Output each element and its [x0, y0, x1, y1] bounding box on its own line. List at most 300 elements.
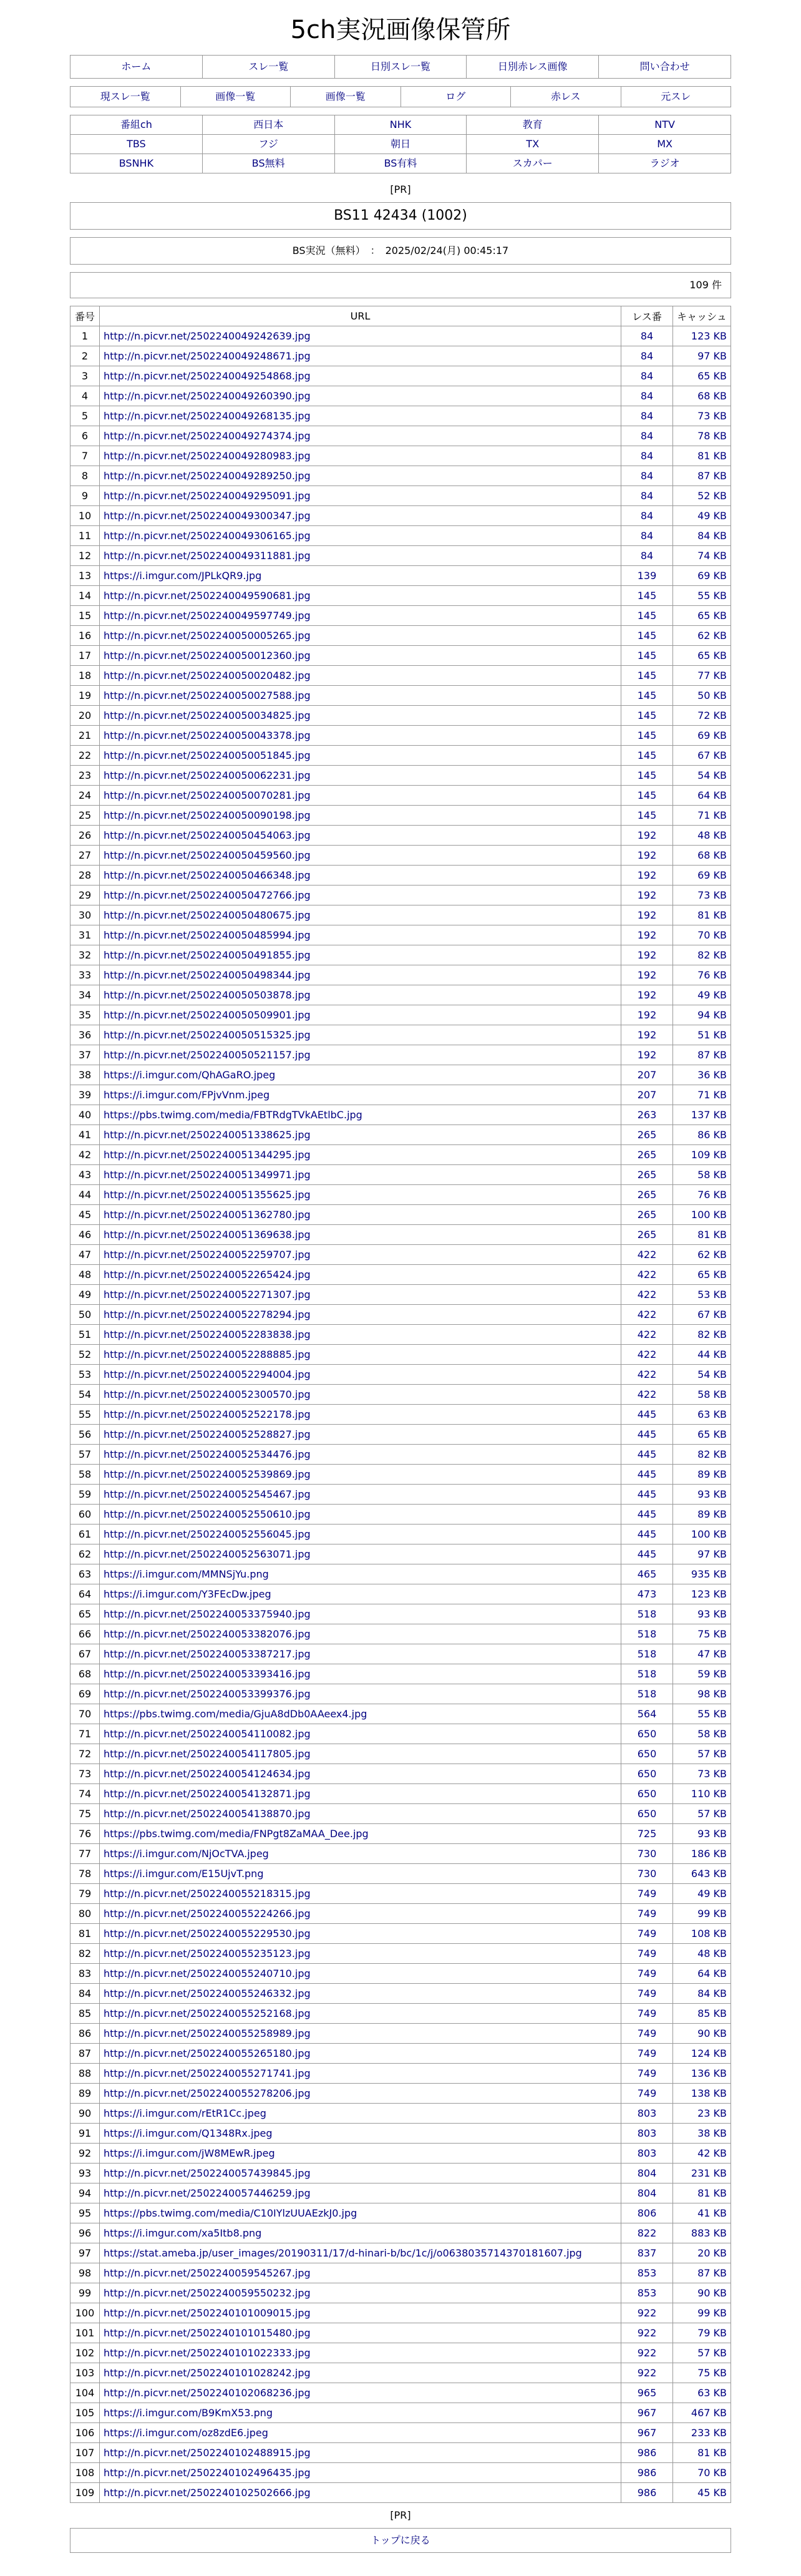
- row-res-number[interactable]: 650: [621, 1724, 673, 1744]
- row-res-number[interactable]: 473: [621, 1584, 673, 1604]
- row-res-number[interactable]: 422: [621, 1325, 673, 1345]
- row-res-number[interactable]: 265: [621, 1145, 673, 1165]
- row-res-number[interactable]: 84: [621, 466, 673, 486]
- image-url-link[interactable]: http://n.picvr.net/2502240051355625.jpg: [104, 1189, 311, 1201]
- channel-link[interactable]: フジ: [203, 135, 335, 154]
- row-cache-size[interactable]: 87 KB: [673, 1045, 731, 1065]
- row-res-number[interactable]: 145: [621, 746, 673, 766]
- channel-link[interactable]: TBS: [70, 135, 203, 154]
- image-url-link[interactable]: http://n.picvr.net/2502240102488915.jpg: [104, 2447, 311, 2459]
- image-url-link[interactable]: http://n.picvr.net/2502240051344295.jpg: [104, 1149, 311, 1161]
- image-url-link[interactable]: http://n.picvr.net/2502240050005265.jpg: [104, 630, 311, 642]
- row-res-number[interactable]: 853: [621, 2283, 673, 2303]
- nav-daily-red-images[interactable]: 日別赤レス画像: [467, 56, 599, 78]
- row-res-number[interactable]: 445: [621, 1445, 673, 1465]
- image-url-link[interactable]: https://i.imgur.com/NjOcTVA.jpeg: [104, 1848, 269, 1860]
- row-res-number[interactable]: 422: [621, 1365, 673, 1385]
- image-url-link[interactable]: http://n.picvr.net/2502240102502666.jpg: [104, 2487, 311, 2499]
- row-cache-size[interactable]: 81 KB: [673, 446, 731, 466]
- row-cache-size[interactable]: 935 KB: [673, 1564, 731, 1584]
- row-cache-size[interactable]: 84 KB: [673, 526, 731, 546]
- subnav-original-thread[interactable]: 元スレ: [661, 90, 691, 102]
- row-cache-size[interactable]: 76 KB: [673, 965, 731, 985]
- row-res-number[interactable]: 145: [621, 806, 673, 826]
- subnav-current-threads[interactable]: 現スレ一覧: [70, 87, 181, 107]
- row-cache-size[interactable]: 75 KB: [673, 2363, 731, 2383]
- row-res-number[interactable]: 84: [621, 386, 673, 406]
- row-res-number[interactable]: 84: [621, 366, 673, 386]
- image-url-link[interactable]: https://pbs.twimg.com/media/GjuA8dDb0AAeex4.jpg: [104, 1708, 367, 1720]
- row-cache-size[interactable]: 41 KB: [673, 2203, 731, 2223]
- row-cache-size[interactable]: 123 KB: [673, 1584, 731, 1604]
- image-url-link[interactable]: http://n.picvr.net/2502240050090198.jpg: [104, 809, 311, 821]
- row-res-number[interactable]: 84: [621, 446, 673, 466]
- row-cache-size[interactable]: 108 KB: [673, 1924, 731, 1944]
- image-url-link[interactable]: http://n.picvr.net/2502240050070281.jpg: [104, 789, 311, 801]
- image-url-link[interactable]: http://n.picvr.net/2502240049274374.jpg: [104, 430, 311, 442]
- row-cache-size[interactable]: 52 KB: [673, 486, 731, 506]
- image-url-link[interactable]: https://i.imgur.com/QhAGaRO.jpeg: [104, 1069, 276, 1081]
- image-url-link[interactable]: https://i.imgur.com/JPLkQR9.jpg: [104, 570, 262, 582]
- image-url-link[interactable]: http://n.picvr.net/2502240055252168.jpg: [104, 2008, 311, 2019]
- row-res-number[interactable]: 986: [621, 2443, 673, 2463]
- image-url-link[interactable]: http://n.picvr.net/2502240049300347.jpg: [104, 510, 311, 522]
- row-cache-size[interactable]: 55 KB: [673, 1704, 731, 1724]
- image-url-link[interactable]: http://n.picvr.net/2502240055258989.jpg: [104, 2027, 311, 2039]
- row-cache-size[interactable]: 72 KB: [673, 706, 731, 726]
- image-url-link[interactable]: http://n.picvr.net/2502240101009015.jpg: [104, 2307, 311, 2319]
- image-url-link[interactable]: http://n.picvr.net/2502240102068236.jpg: [104, 2387, 311, 2399]
- image-url-link[interactable]: http://n.picvr.net/2502240101028242.jpg: [104, 2367, 311, 2379]
- row-cache-size[interactable]: 50 KB: [673, 686, 731, 706]
- row-cache-size[interactable]: 64 KB: [673, 1964, 731, 1984]
- image-url-link[interactable]: http://n.picvr.net/2502240050472766.jpg: [104, 889, 311, 901]
- image-url-link[interactable]: http://n.picvr.net/2502240059545267.jpg: [104, 2267, 311, 2279]
- image-url-link[interactable]: http://n.picvr.net/2502240049260390.jpg: [104, 390, 311, 402]
- row-cache-size[interactable]: 63 KB: [673, 2383, 731, 2403]
- image-url-link[interactable]: http://n.picvr.net/2502240054110082.jpg: [104, 1728, 311, 1740]
- row-cache-size[interactable]: 137 KB: [673, 1105, 731, 1125]
- row-cache-size[interactable]: 84 KB: [673, 1984, 731, 2004]
- image-url-link[interactable]: http://n.picvr.net/2502240049242639.jpg: [104, 330, 311, 342]
- row-cache-size[interactable]: 123 KB: [673, 326, 731, 346]
- image-url-link[interactable]: http://n.picvr.net/2502240050498344.jpg: [104, 969, 311, 981]
- row-res-number[interactable]: 518: [621, 1684, 673, 1704]
- channel-link[interactable]: 番組ch: [70, 115, 203, 134]
- row-cache-size[interactable]: 68 KB: [673, 846, 731, 866]
- subnav-red-res[interactable]: 赤レス: [511, 87, 621, 107]
- image-url-link[interactable]: http://n.picvr.net/2502240055246332.jpg: [104, 1988, 311, 1999]
- row-res-number[interactable]: 139: [621, 566, 673, 586]
- row-res-number[interactable]: 145: [621, 666, 673, 686]
- row-cache-size[interactable]: 65 KB: [673, 1265, 731, 1285]
- image-url-link[interactable]: http://n.picvr.net/2502240049248671.jpg: [104, 350, 311, 362]
- row-cache-size[interactable]: 67 KB: [673, 746, 731, 766]
- row-cache-size[interactable]: 69 KB: [673, 866, 731, 886]
- row-res-number[interactable]: 445: [621, 1465, 673, 1485]
- row-res-number[interactable]: 465: [621, 1564, 673, 1584]
- image-url-link[interactable]: https://i.imgur.com/FPjvVnm.jpeg: [104, 1089, 270, 1101]
- row-res-number[interactable]: 192: [621, 826, 673, 846]
- channel-link[interactable]: BS無料: [203, 154, 335, 173]
- image-url-link[interactable]: http://n.picvr.net/2502240050454063.jpg: [104, 829, 311, 841]
- row-cache-size[interactable]: 89 KB: [673, 1505, 731, 1525]
- subnav-image-list-2[interactable]: 画像一覧: [291, 87, 401, 107]
- row-cache-size[interactable]: 45 KB: [673, 2483, 731, 2503]
- row-cache-size[interactable]: 36 KB: [673, 1065, 731, 1085]
- row-res-number[interactable]: 804: [621, 2183, 673, 2203]
- row-res-number[interactable]: 422: [621, 1345, 673, 1365]
- row-cache-size[interactable]: 93 KB: [673, 1824, 731, 1844]
- row-res-number[interactable]: 145: [621, 626, 673, 646]
- row-cache-size[interactable]: 99 KB: [673, 1904, 731, 1924]
- row-cache-size[interactable]: 82 KB: [673, 945, 731, 965]
- row-res-number[interactable]: 650: [621, 1804, 673, 1824]
- row-cache-size[interactable]: 65 KB: [673, 606, 731, 626]
- image-url-link[interactable]: https://i.imgur.com/jW8MEwR.jpeg: [104, 2147, 275, 2159]
- image-url-link[interactable]: http://n.picvr.net/2502240057446259.jpg: [104, 2187, 311, 2199]
- channel-link[interactable]: 教育: [467, 115, 599, 134]
- row-cache-size[interactable]: 48 KB: [673, 826, 731, 846]
- row-res-number[interactable]: 265: [621, 1185, 673, 1205]
- row-res-number[interactable]: 749: [621, 1944, 673, 1964]
- image-url-link[interactable]: http://n.picvr.net/2502240052550610.jpg: [104, 1508, 311, 1520]
- row-cache-size[interactable]: 98 KB: [673, 1684, 731, 1704]
- image-url-link[interactable]: http://n.picvr.net/2502240050485994.jpg: [104, 929, 311, 941]
- row-res-number[interactable]: 986: [621, 2483, 673, 2503]
- row-cache-size[interactable]: 110 KB: [673, 1784, 731, 1804]
- image-url-link[interactable]: http://n.picvr.net/2502240052539869.jpg: [104, 1468, 311, 1480]
- row-res-number[interactable]: 749: [621, 2084, 673, 2104]
- row-res-number[interactable]: 730: [621, 1844, 673, 1864]
- row-res-number[interactable]: 518: [621, 1624, 673, 1644]
- row-res-number[interactable]: 192: [621, 985, 673, 1005]
- channel-link[interactable]: 朝日: [335, 135, 467, 154]
- row-res-number[interactable]: 422: [621, 1285, 673, 1305]
- row-res-number[interactable]: 986: [621, 2463, 673, 2483]
- row-res-number[interactable]: 445: [621, 1544, 673, 1564]
- row-res-number[interactable]: 145: [621, 766, 673, 786]
- row-res-number[interactable]: 263: [621, 1105, 673, 1125]
- row-res-number[interactable]: 84: [621, 346, 673, 366]
- row-res-number[interactable]: 192: [621, 1005, 673, 1025]
- row-res-number[interactable]: 192: [621, 965, 673, 985]
- row-cache-size[interactable]: 63 KB: [673, 1405, 731, 1425]
- row-cache-size[interactable]: 73 KB: [673, 1764, 731, 1784]
- row-res-number[interactable]: 422: [621, 1245, 673, 1265]
- image-url-link[interactable]: http://n.picvr.net/2502240052259707.jpg: [104, 1249, 311, 1261]
- row-cache-size[interactable]: 65 KB: [673, 366, 731, 386]
- row-cache-size[interactable]: 64 KB: [673, 786, 731, 806]
- image-url-link[interactable]: https://i.imgur.com/xa5Itb8.png: [104, 2227, 262, 2239]
- channel-link[interactable]: ラジオ: [649, 157, 680, 169]
- row-res-number[interactable]: 84: [621, 546, 673, 566]
- image-url-link[interactable]: https://i.imgur.com/oz8zdE6.jpeg: [104, 2427, 268, 2439]
- image-url-link[interactable]: http://n.picvr.net/2502240053399376.jpg: [104, 1688, 311, 1700]
- row-cache-size[interactable]: 48 KB: [673, 1944, 731, 1964]
- row-cache-size[interactable]: 82 KB: [673, 1445, 731, 1465]
- row-cache-size[interactable]: 49 KB: [673, 1884, 731, 1904]
- row-res-number[interactable]: 145: [621, 586, 673, 606]
- image-url-link[interactable]: http://n.picvr.net/2502240051338625.jpg: [104, 1129, 311, 1141]
- row-cache-size[interactable]: 44 KB: [673, 1345, 731, 1365]
- row-cache-size[interactable]: 467 KB: [673, 2403, 731, 2423]
- image-url-link[interactable]: https://i.imgur.com/MMNSjYu.png: [104, 1568, 269, 1580]
- image-url-link[interactable]: https://pbs.twimg.com/media/C10IYlzUUAEzkJ0.jpg: [104, 2207, 357, 2219]
- row-cache-size[interactable]: 99 KB: [673, 2303, 731, 2323]
- row-cache-size[interactable]: 20 KB: [673, 2243, 731, 2263]
- image-url-link[interactable]: http://n.picvr.net/2502240052271307.jpg: [104, 1289, 311, 1300]
- row-res-number[interactable]: 650: [621, 1764, 673, 1784]
- image-url-link[interactable]: http://n.picvr.net/2502240049306165.jpg: [104, 530, 311, 542]
- channel-link[interactable]: NHK: [335, 115, 467, 134]
- row-res-number[interactable]: 84: [621, 486, 673, 506]
- row-res-number[interactable]: 922: [621, 2303, 673, 2323]
- image-url-link[interactable]: http://n.picvr.net/2502240055271741.jpg: [104, 2067, 311, 2079]
- row-res-number[interactable]: 967: [621, 2423, 673, 2443]
- nav-thread-list[interactable]: スレ一覧: [203, 56, 335, 78]
- row-cache-size[interactable]: 69 KB: [673, 566, 731, 586]
- row-res-number[interactable]: 422: [621, 1305, 673, 1325]
- image-url-link[interactable]: http://n.picvr.net/2502240049268135.jpg: [104, 410, 311, 422]
- row-res-number[interactable]: 965: [621, 2383, 673, 2403]
- row-res-number[interactable]: 207: [621, 1065, 673, 1085]
- image-url-link[interactable]: http://n.picvr.net/2502240049590681.jpg: [104, 590, 311, 602]
- image-url-link[interactable]: http://n.picvr.net/2502240055240710.jpg: [104, 1968, 311, 1979]
- image-url-link[interactable]: https://pbs.twimg.com/media/FBTRdgTVkAEtlbC.jpg: [104, 1109, 362, 1121]
- row-res-number[interactable]: 749: [621, 1924, 673, 1944]
- image-url-link[interactable]: http://n.picvr.net/2502240051369638.jpg: [104, 1229, 311, 1241]
- image-url-link[interactable]: https://i.imgur.com/Q1348Rx.jpeg: [104, 2127, 273, 2139]
- row-cache-size[interactable]: 73 KB: [673, 886, 731, 905]
- row-res-number[interactable]: 145: [621, 686, 673, 706]
- image-url-link[interactable]: http://n.picvr.net/2502240050491855.jpg: [104, 949, 311, 961]
- row-res-number[interactable]: 192: [621, 925, 673, 945]
- row-res-number[interactable]: 265: [621, 1125, 673, 1145]
- row-cache-size[interactable]: 58 KB: [673, 1724, 731, 1744]
- row-cache-size[interactable]: 77 KB: [673, 666, 731, 686]
- row-res-number[interactable]: 922: [621, 2343, 673, 2363]
- row-cache-size[interactable]: 76 KB: [673, 1185, 731, 1205]
- row-cache-size[interactable]: 67 KB: [673, 1305, 731, 1325]
- row-cache-size[interactable]: 62 KB: [673, 1245, 731, 1265]
- image-url-link[interactable]: http://n.picvr.net/2502240051349971.jpg: [104, 1169, 311, 1181]
- row-cache-size[interactable]: 82 KB: [673, 1325, 731, 1345]
- row-cache-size[interactable]: 124 KB: [673, 2044, 731, 2064]
- image-url-link[interactable]: https://pbs.twimg.com/media/FNPgt8ZaMAA_Dee.jpg: [104, 1828, 369, 1840]
- nav-contact[interactable]: 問い合わせ: [639, 61, 690, 72]
- subnav-log[interactable]: ログ: [401, 87, 512, 107]
- row-res-number[interactable]: 445: [621, 1405, 673, 1425]
- row-res-number[interactable]: 265: [621, 1165, 673, 1185]
- image-url-link[interactable]: http://n.picvr.net/2502240057439845.jpg: [104, 2167, 311, 2179]
- image-url-link[interactable]: http://n.picvr.net/2502240055224266.jpg: [104, 1908, 311, 1920]
- row-cache-size[interactable]: 93 KB: [673, 1604, 731, 1624]
- row-cache-size[interactable]: 93 KB: [673, 1485, 731, 1505]
- row-res-number[interactable]: 145: [621, 706, 673, 726]
- row-cache-size[interactable]: 54 KB: [673, 766, 731, 786]
- row-res-number[interactable]: 84: [621, 526, 673, 546]
- row-res-number[interactable]: 192: [621, 945, 673, 965]
- row-cache-size[interactable]: 71 KB: [673, 1085, 731, 1105]
- image-url-link[interactable]: http://n.picvr.net/2502240055235123.jpg: [104, 1948, 311, 1959]
- row-cache-size[interactable]: 233 KB: [673, 2423, 731, 2443]
- row-cache-size[interactable]: 57 KB: [673, 2343, 731, 2363]
- row-res-number[interactable]: 265: [621, 1225, 673, 1245]
- image-url-link[interactable]: http://n.picvr.net/2502240101022333.jpg: [104, 2347, 311, 2359]
- row-res-number[interactable]: 192: [621, 846, 673, 866]
- image-url-link[interactable]: http://n.picvr.net/2502240050043378.jpg: [104, 729, 311, 741]
- image-url-link[interactable]: http://n.picvr.net/2502240052278294.jpg: [104, 1309, 311, 1320]
- image-url-link[interactable]: http://n.picvr.net/2502240049289250.jpg: [104, 470, 311, 482]
- row-res-number[interactable]: 422: [621, 1265, 673, 1285]
- image-url-link[interactable]: http://n.picvr.net/2502240055229530.jpg: [104, 1928, 311, 1939]
- row-res-number[interactable]: 84: [621, 406, 673, 426]
- row-res-number[interactable]: 445: [621, 1485, 673, 1505]
- image-url-link[interactable]: http://n.picvr.net/2502240101015480.jpg: [104, 2327, 311, 2339]
- row-cache-size[interactable]: 81 KB: [673, 905, 731, 925]
- row-cache-size[interactable]: 79 KB: [673, 2323, 731, 2343]
- row-cache-size[interactable]: 81 KB: [673, 1225, 731, 1245]
- row-cache-size[interactable]: 97 KB: [673, 346, 731, 366]
- row-cache-size[interactable]: 643 KB: [673, 1864, 731, 1884]
- row-cache-size[interactable]: 49 KB: [673, 985, 731, 1005]
- image-url-link[interactable]: https://i.imgur.com/E15UjvT.png: [104, 1868, 264, 1880]
- image-url-link[interactable]: http://n.picvr.net/2502240059550232.jpg: [104, 2287, 311, 2299]
- row-res-number[interactable]: 145: [621, 606, 673, 626]
- image-url-link[interactable]: http://n.picvr.net/2502240052545467.jpg: [104, 1488, 311, 1500]
- image-url-link[interactable]: http://n.picvr.net/2502240049597749.jpg: [104, 610, 311, 622]
- image-url-link[interactable]: http://n.picvr.net/2502240050027588.jpg: [104, 690, 311, 701]
- row-res-number[interactable]: 84: [621, 326, 673, 346]
- row-res-number[interactable]: 518: [621, 1604, 673, 1624]
- row-res-number[interactable]: 145: [621, 646, 673, 666]
- image-url-link[interactable]: http://n.picvr.net/2502240050051845.jpg: [104, 749, 311, 761]
- row-cache-size[interactable]: 87 KB: [673, 466, 731, 486]
- image-url-link[interactable]: http://n.picvr.net/2502240051362780.jpg: [104, 1209, 311, 1221]
- row-cache-size[interactable]: 38 KB: [673, 2124, 731, 2144]
- row-cache-size[interactable]: 136 KB: [673, 2064, 731, 2084]
- image-url-link[interactable]: http://n.picvr.net/2502240053393416.jpg: [104, 1668, 311, 1680]
- row-res-number[interactable]: 749: [621, 1964, 673, 1984]
- row-cache-size[interactable]: 47 KB: [673, 1644, 731, 1664]
- row-res-number[interactable]: 822: [621, 2223, 673, 2243]
- image-url-link[interactable]: http://n.picvr.net/2502240054124634.jpg: [104, 1768, 311, 1780]
- image-url-link[interactable]: http://n.picvr.net/2502240053375940.jpg: [104, 1608, 311, 1620]
- row-cache-size[interactable]: 85 KB: [673, 2004, 731, 2024]
- image-url-link[interactable]: http://n.picvr.net/2502240050480675.jpg: [104, 909, 311, 921]
- row-cache-size[interactable]: 62 KB: [673, 626, 731, 646]
- row-res-number[interactable]: 922: [621, 2363, 673, 2383]
- row-res-number[interactable]: 749: [621, 1904, 673, 1924]
- channel-link[interactable]: TX: [467, 135, 599, 154]
- channel-link[interactable]: BSNHK: [70, 154, 203, 173]
- row-res-number[interactable]: 445: [621, 1425, 673, 1445]
- row-res-number[interactable]: 730: [621, 1864, 673, 1884]
- row-res-number[interactable]: 445: [621, 1525, 673, 1544]
- image-url-link[interactable]: http://n.picvr.net/2502240052563071.jpg: [104, 1548, 311, 1560]
- row-cache-size[interactable]: 58 KB: [673, 1385, 731, 1405]
- image-url-link[interactable]: http://n.picvr.net/2502240050012360.jpg: [104, 650, 311, 661]
- image-url-link[interactable]: http://n.picvr.net/2502240052300570.jpg: [104, 1388, 311, 1400]
- row-cache-size[interactable]: 81 KB: [673, 2183, 731, 2203]
- image-url-link[interactable]: http://n.picvr.net/2502240049311881.jpg: [104, 550, 311, 562]
- row-cache-size[interactable]: 70 KB: [673, 925, 731, 945]
- image-url-link[interactable]: http://n.picvr.net/2502240052265424.jpg: [104, 1269, 311, 1281]
- row-res-number[interactable]: 803: [621, 2144, 673, 2164]
- row-cache-size[interactable]: 138 KB: [673, 2084, 731, 2104]
- row-cache-size[interactable]: 94 KB: [673, 1005, 731, 1025]
- image-url-link[interactable]: http://n.picvr.net/2502240055218315.jpg: [104, 1888, 311, 1900]
- row-res-number[interactable]: 422: [621, 1385, 673, 1405]
- row-cache-size[interactable]: 90 KB: [673, 2283, 731, 2303]
- row-cache-size[interactable]: 42 KB: [673, 2144, 731, 2164]
- image-url-link[interactable]: https://stat.ameba.jp/user_images/20190311/17/d-hinari-b/bc/1c/j/o0638035714370181607.jpg: [104, 2247, 582, 2259]
- row-res-number[interactable]: 265: [621, 1205, 673, 1225]
- channel-link[interactable]: 西日本: [203, 115, 335, 134]
- image-url-link[interactable]: http://n.picvr.net/2502240053387217.jpg: [104, 1648, 311, 1660]
- row-res-number[interactable]: 192: [621, 1025, 673, 1045]
- nav-daily-thread-list[interactable]: 日別スレ一覧: [335, 56, 467, 78]
- row-cache-size[interactable]: 97 KB: [673, 1544, 731, 1564]
- row-cache-size[interactable]: 71 KB: [673, 806, 731, 826]
- row-cache-size[interactable]: 87 KB: [673, 2263, 731, 2283]
- row-cache-size[interactable]: 90 KB: [673, 2024, 731, 2044]
- row-cache-size[interactable]: 75 KB: [673, 1624, 731, 1644]
- row-res-number[interactable]: 725: [621, 1824, 673, 1844]
- row-res-number[interactable]: 853: [621, 2263, 673, 2283]
- row-cache-size[interactable]: 100 KB: [673, 1525, 731, 1544]
- row-res-number[interactable]: 837: [621, 2243, 673, 2263]
- row-cache-size[interactable]: 78 KB: [673, 426, 731, 446]
- row-res-number[interactable]: 922: [621, 2323, 673, 2343]
- row-res-number[interactable]: 145: [621, 726, 673, 746]
- row-res-number[interactable]: 967: [621, 2403, 673, 2423]
- image-url-link[interactable]: http://n.picvr.net/2502240052283838.jpg: [104, 1329, 311, 1340]
- image-url-link[interactable]: http://n.picvr.net/2502240052556045.jpg: [104, 1528, 311, 1540]
- row-cache-size[interactable]: 69 KB: [673, 726, 731, 746]
- image-url-link[interactable]: http://n.picvr.net/2502240102496435.jpg: [104, 2467, 311, 2479]
- row-cache-size[interactable]: 55 KB: [673, 586, 731, 606]
- row-res-number[interactable]: 564: [621, 1704, 673, 1724]
- image-url-link[interactable]: http://n.picvr.net/2502240050509901.jpg: [104, 1009, 311, 1021]
- row-res-number[interactable]: 749: [621, 1984, 673, 2004]
- row-cache-size[interactable]: 109 KB: [673, 1145, 731, 1165]
- row-cache-size[interactable]: 49 KB: [673, 506, 731, 526]
- image-url-link[interactable]: http://n.picvr.net/2502240054138870.jpg: [104, 1808, 311, 1820]
- row-cache-size[interactable]: 74 KB: [673, 546, 731, 566]
- row-res-number[interactable]: 192: [621, 866, 673, 886]
- image-url-link[interactable]: http://n.picvr.net/2502240052288885.jpg: [104, 1349, 311, 1360]
- image-url-link[interactable]: http://n.picvr.net/2502240050515325.jpg: [104, 1029, 311, 1041]
- row-res-number[interactable]: 803: [621, 2124, 673, 2144]
- image-url-link[interactable]: http://n.picvr.net/2502240050503878.jpg: [104, 989, 311, 1001]
- image-url-link[interactable]: http://n.picvr.net/2502240050521157.jpg: [104, 1049, 311, 1061]
- image-url-link[interactable]: https://i.imgur.com/B9KmX53.png: [104, 2407, 273, 2419]
- row-res-number[interactable]: 84: [621, 506, 673, 526]
- row-cache-size[interactable]: 70 KB: [673, 2463, 731, 2483]
- row-res-number[interactable]: 207: [621, 1085, 673, 1105]
- row-res-number[interactable]: 192: [621, 905, 673, 925]
- image-url-link[interactable]: http://n.picvr.net/2502240050020482.jpg: [104, 670, 311, 681]
- row-res-number[interactable]: 804: [621, 2164, 673, 2183]
- row-res-number[interactable]: 192: [621, 1045, 673, 1065]
- row-cache-size[interactable]: 54 KB: [673, 1365, 731, 1385]
- row-cache-size[interactable]: 59 KB: [673, 1664, 731, 1684]
- image-url-link[interactable]: http://n.picvr.net/2502240049280983.jpg: [104, 450, 311, 462]
- row-res-number[interactable]: 749: [621, 1884, 673, 1904]
- row-res-number[interactable]: 445: [621, 1505, 673, 1525]
